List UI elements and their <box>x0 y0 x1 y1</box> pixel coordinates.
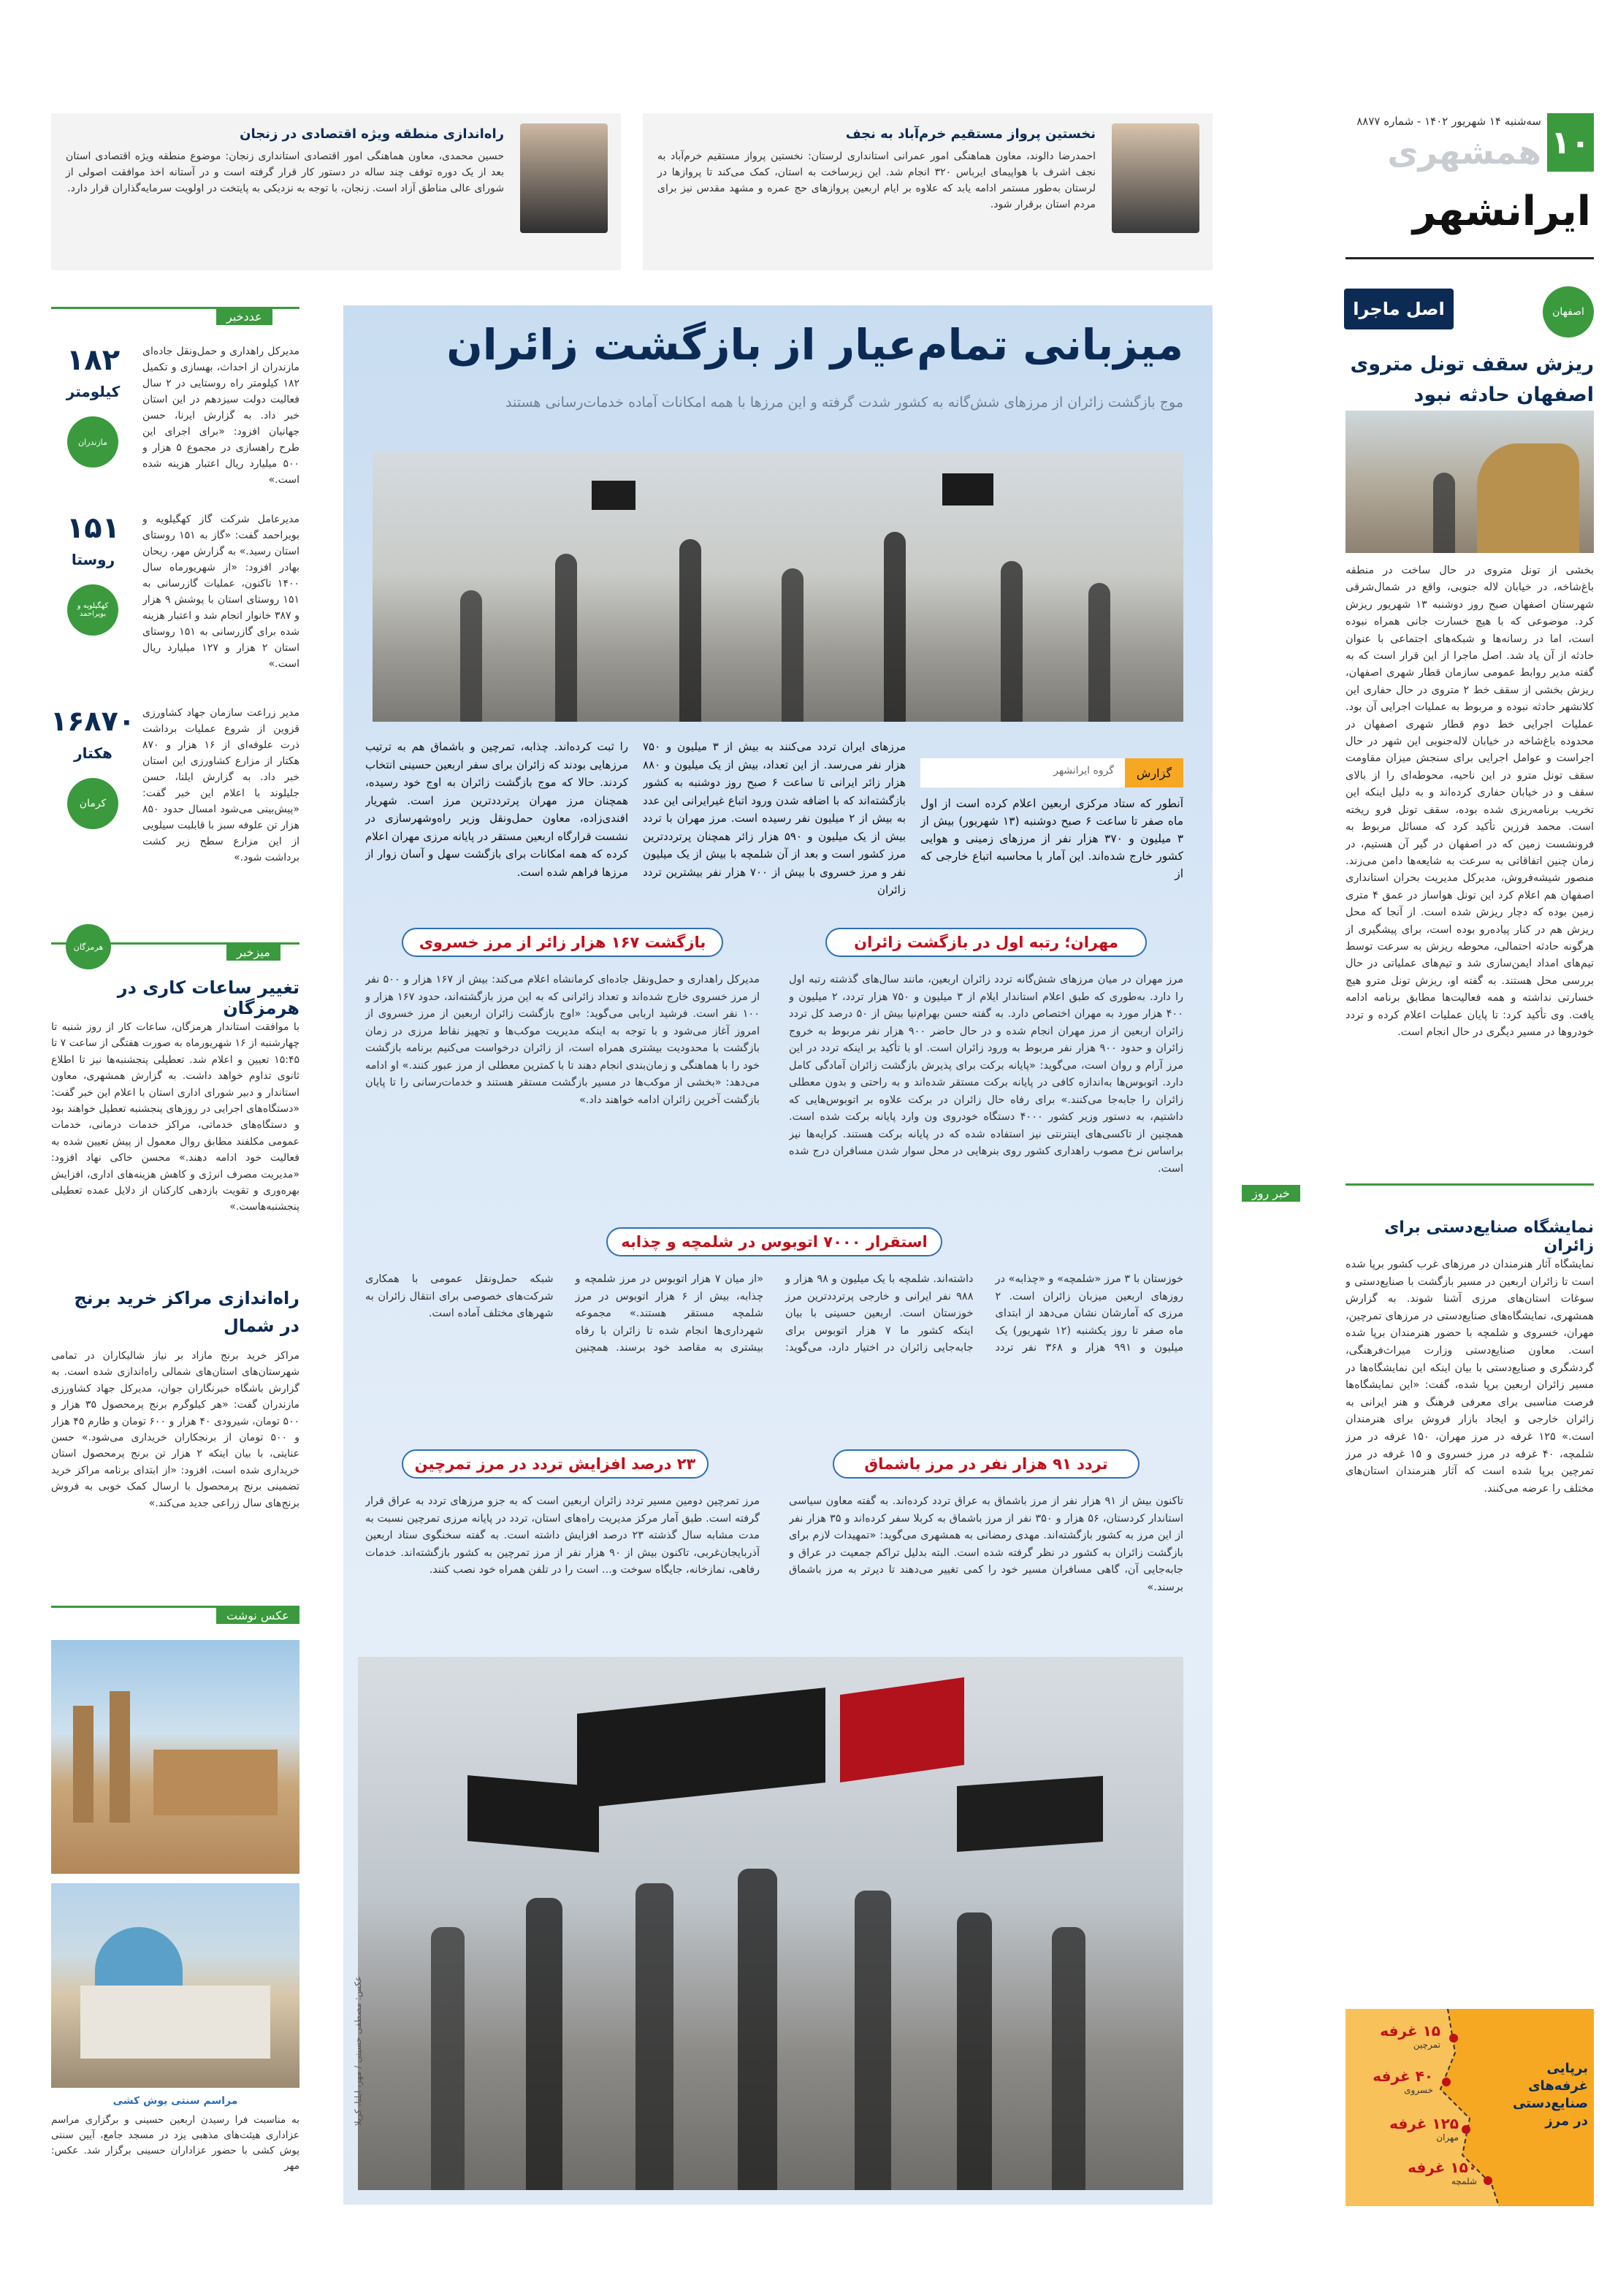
map-place: مهران <box>1436 2132 1459 2143</box>
map-label-1 <box>1353 2067 1433 2095</box>
number-item <box>51 343 299 497</box>
province-badge: مازندران <box>67 416 118 468</box>
map-point-khosravi <box>1442 2078 1451 2086</box>
avatar <box>520 123 608 233</box>
map-label-2 <box>1371 2115 1459 2143</box>
lead-col-3: را ثبت کرده‌اند. چذابه، تمرچین و باشماق هم به ترتیب مرزهایی بودند که زائران برای سفر اربعین حسینی انتخاب کردند. حالا که موج بازگشت زائران به اوج خود رسیده، همچنان مرز مهران پرترددترین مرز است. شهریار افندی‌زاده، معاون حمل‌ونقل وزیر راه‌وشهرسازی در نشست قرارگاه اربعین مستقر در پایانه مرزی مهران اعلام کرده که همه امکانات برای بازگشت سهل و آسان زوار از مرزها فراهم شده است. <box>365 740 628 879</box>
map-value: ۱۵۰ غرفه <box>1408 2159 1477 2176</box>
crafts-title: نمایشگاه صنایع‌دستی برای زائران <box>1384 1218 1594 1255</box>
crafts-tag: خبر روز <box>1242 1185 1300 1202</box>
map-point-mehran <box>1462 2125 1470 2134</box>
incident-photo <box>1345 411 1594 553</box>
date-line: سه‌شنبه ۱۴ شهریور ۱۴۰۲ - شماره ۸۸۷۷ <box>1356 115 1541 128</box>
map-title: برپایی غرفه‌های صنایع‌دستی در مرز <box>1512 2061 1588 2129</box>
hormozgan-tag: میزخبر <box>226 944 280 961</box>
incident-title: ریزش سقف تونل متروی اصفهان حادثه نبود <box>1350 353 1594 406</box>
quote-box-lorestan <box>643 113 1213 270</box>
number-unit: روستا <box>71 551 115 568</box>
numbers-tag: عددخبر <box>216 308 272 325</box>
map-value: ۱۲۵ غرفه <box>1389 2115 1459 2132</box>
main-subheadline: موج بازگشت زائران از مرزهای شش‌گانه به کشور شدت گرفته و این مرزها با همه امکانات آماده خدمات‌رسانی هستند <box>505 394 1183 411</box>
avatar <box>1112 123 1199 233</box>
main-headline: میزبانی تمام‌عیار از بازگشت زائران <box>446 320 1183 370</box>
number-text: مدیرعامل شرکت گاز کهگیلویه و بویراحمد گفت: «گاز به ۱۵۱ روستای استان رسید.» به گزارش مهر، ریحان بهادر افزود: «از شهریورماه سال ۱۴۰۰ تاکنون، عملیات گازرسانی به ۱۵۱ روستای استان با پوشش ۹ هزار و ۳۸۷ خانوار انجام شد و اعتبار هزینه شده برای گازرسانی به ۱۵۱ روستای استان ۲ هزار و ۱۲۷ میلیارد ریال است.» <box>142 514 299 670</box>
quote-title: راه‌اندازی منطقه ویژه اقتصادی در زنجان <box>240 126 504 142</box>
crafts-body: نمایشگاه آثار هنرمندان در مرزهای غرب کشور برپا شده است تا زائران اربعین در مسیر بازگشت با صنایع‌دستی و سوغات استان‌های مرزی آشنا شوند. به گزارش همشهری، نمایشگاه‌های صنایع‌دستی در مرزهای تمرچین، مهران، خسروی و شلمچه با حضور هنرمندان برپا شده است. معاون صنایع‌دستی وزارت میراث‌فرهنگی، گردشگری و صنایع‌دستی با بیان اینکه این نمایشگاه‌ها در مسیر زائران اربعین برپا شده، گفت: «این نمایشگاه‌ها فرصت مناسبی برای معرفی فرهنگ و هنر ایرانی به زائران خارجی و ایجاد بازار فروش برای هنرمندان است.» ۱۲۵ غرفه در مرز مهران، ۱۵۰ غرفه در مرز شلمچه، ۴۰ غرفه در مرز خسروی و ۱۵ غرفه در مرز تمرچین برپا شده است که آثار هنرمندان استان‌های مختلف را عرضه می‌کنند. <box>1345 1259 1594 1495</box>
crafts-divider <box>1345 1183 1594 1186</box>
subhead-bashmaq: تردد ۹۱ هزار نفر در مرز باشماق <box>833 1449 1140 1479</box>
number-text: مدیر زراعت سازمان جهاد کشاورزی قزوین از شروع عملیات برداشت ذرت علوفه‌ای از ۱۶ هزار و ۸۷۰ هکتار از مزارع کشاورزی این استان خبر داد. به گزارش ایلنا، حسن جلیلوند با اعلام این خبر گفت: «پیش‌بینی می‌شود امسال حدود ۸۵۰ هزار تن علوفه سبز با قابلیت سیلویی از این مزارع سطح زیر کشت برداشت شود.» <box>142 707 299 863</box>
sub4-text: تاکنون بیش از ۹۱ هزار نفر از مرز باشماق به عراق تردد کرده‌اند. به گفته معاون سیاسی استاندار کردستان، ۵۶ هزار و ۳۵۰ نفر از مرز باشماق به کربلا سفر کرده‌اند و ۳۵ هزار نفر از این مرز به کشور بازگشته‌اند. مهدی رمضانی به همشهری می‌گوید: «تمهیدات لازم برای بازگشت زائران به کشور در نظر گرفته شده است. البته بدلیل تراکم جمعیت در عراق و جابه‌جایی آن، گاهی مسافران مسیر خود را کمی تغییر می‌دهند تا دیرتر به مرز باشماق برسند.» <box>789 1495 1183 1593</box>
masthead-divider <box>1345 257 1594 259</box>
province-badge: کرمان <box>67 778 118 829</box>
number-unit: هکتار <box>74 744 112 762</box>
main-photo-march <box>358 1657 1183 2190</box>
map-label-3 <box>1389 2159 1477 2186</box>
subhead-shalamcheh: استقرار ۷۰۰۰ اتوبوس در شلمچه و چذابه <box>606 1227 942 1256</box>
paper-logo: همشهری <box>1387 132 1541 172</box>
number-value: ۱۵۱ <box>66 511 121 545</box>
map-place: تمرچین <box>1413 2040 1440 2050</box>
main-story <box>343 305 1213 2205</box>
number-item <box>51 705 299 873</box>
subhead-khosravi: بازگشت ۱۶۷ هزار زائر از مرز خسروی <box>402 928 723 957</box>
crafts-map <box>1345 2009 1594 2206</box>
masthead <box>1345 113 1594 252</box>
map-label-0 <box>1360 2022 1440 2050</box>
rice-body: مراکز خرید برنج مازاد بر نیاز شالیکاران در تمامی شهرستان‌های استان‌های شمالی راه‌اندازی شده است. به گزارش باشگاه خبرنگاران جوان، مدیرکل جهاد کشاورزی مازندران گفت: «هر کیلوگرم برنج پرمحصول ۳۵ هزار و ۵۰۰ تومان، شیرودی ۴۰ هزار و ۶۰۰ تومان و طارم ۴۵ هزار و ۵۰۰ تومان از برنجکاران خریداری می‌شود.» حسن عنایتی، با بیان اینکه ۲ هزار تن برنج پرمحصول استان خریداری شده است، افزود: «از ابتدای برنامه مراکز خرید تضمینی برنج پرمحصول با ارسال کمک خوبی به فروش برنج‌های سال زراعی جدید می‌کند.» <box>51 1350 299 1509</box>
hormozgan-body: با موافقت استاندار هرمزگان، ساعات کار از روز شنبه تا چهارشنبه از ۱۶ شهریورماه به صورت هفتگی از ساعت ۷ تا ۱۵:۴۵ تعیین و اعلام شد. تعطیلی پنجشنبه‌ها نیز تا اطلاع ثانوی تداوم خواهد داشت. به گزارش همشهری، معاون استاندار و دبیر شورای اداری استان با اعلام این خبر گفت: «دستگاه‌های اجرایی در روزهای پنجشنبه تعطیل خواهند بود و دستگاه‌های خدماتی، مراکز خدمات درمانی، خدمات عمومی مکلفند مطابق روال معمول از پیش تعیین شده به فعالیت خود ادامه دهند.» محسن خاکی نهاد افزود: «مدیریت مصرف انرژی و کاهش هزینه‌های اداری، افزایش بهره‌وری و تقویت بازدهی کارکنان از دلایل عمده تعطیلی پنجشنبه‌هاست.» <box>51 1021 299 1213</box>
number-text: مدیرکل راهداری و حمل‌ونقل جاده‌ای مازندران از احداث، بهسازی و تکمیل ۱۸۲ کیلومتر راه روستایی در ۲ سال فعالیت دولت سیزدهم در این استان خبر داد. به گزارش ایرنا، حسن جهانیان افزود: «برای اجرای این طرح راهسازی در مجموع ۵ هزار و ۵۰۰ میلیارد ریال اعتبار هزینه شده است.» <box>142 346 299 486</box>
incident-logo: اصل ماجرا <box>1344 289 1454 329</box>
report-label-box <box>920 758 1183 787</box>
main-photo-pilgrims <box>373 451 1183 722</box>
incident-badge: اصفهان <box>1543 286 1594 337</box>
map-place: خسروی <box>1404 2085 1433 2095</box>
lead-col-1: آنطور که ستاد مرکزی اربعین اعلام کرده است از اول ماه صفر تا ساعت ۶ صبح دوشنبه (۱۳ شهریور) بیش از ۳ میلیون و ۳۷۰ هزار نفر از مرزهای زمینی و هوایی کشور خارج شده‌اند. این آمار با محاسبه اتباع خارجی که از <box>920 797 1183 880</box>
sub5-text: مرز تمرچین دومین مسیر تردد زائران اربعین است که به جزو مرزهای تردد به عراق قرار گرفته است. طبق آمار مرکز مدیریت راه‌های استان، تردد در پایانه مرزی تمرچین نسبت به مدت مشابه سال گذشته ۲۳ درصد افزایش داشته است. به گفته سخنگوی ستاد اربعین آذربایجان‌غربی، تاکنون بیش از ۹۰ هزار نفر از مرز تمرچین به کشور بازگشته‌اند. خدمات رفاهی، نمازخانه، جایگاه سوخت و... است را در تلفن همراه خود نصب کنند. <box>365 1495 760 1576</box>
photo-yazd-1 <box>51 1640 299 1874</box>
report-author: گروه ایرانشهر <box>1053 765 1114 777</box>
quote-title: نخستین پرواز مستقیم خرم‌آباد به نجف <box>845 126 1096 142</box>
subhead-tamarchin: ۲۳ درصد افزایش تردد در مرز تمرچین <box>402 1449 709 1479</box>
quote-box-zanjan <box>51 113 621 270</box>
page-number: ۱۰ <box>1547 113 1594 172</box>
hormozgan-title: تغییر ساعات کاری در هرمزگان <box>117 977 299 1018</box>
number-item <box>51 511 299 694</box>
number-value: ۱۸۲ <box>66 343 121 377</box>
number-unit: کیلومتر <box>66 383 121 400</box>
photo-credit: عکس: مصطفی حسینی / مهر، ایلنا، کربلا <box>353 1976 363 2127</box>
number-value: ۱۶۸۷۰ <box>50 705 135 737</box>
photo-tag: عکس نوشت <box>216 1607 299 1624</box>
hormozgan-badge: هرمزگان <box>66 924 111 969</box>
quote-text: احمدرضا دالوند، معاون هماهنگی امور عمرانی استانداری لرستان: نخستین پرواز مستقیم خرم‌آباد به نجف اشرف با هواپیمای ایرباس ۳۲۰ انجام شد. این زیرساخت به استان، کمک می‌کند تا پروازها در لرستان به‌طور مستمر ادامه یابد که علاوه بر ایام اربعین پروازهای حج عمره و مشهد مقدس نیز برای مردم استان برقرار شود. <box>657 150 1096 210</box>
report-label: گزارش <box>1125 758 1183 787</box>
province-badge: کهگیلویه و بویراحمد <box>67 584 118 636</box>
sub2-text: مدیرکل راهداری و حمل‌ونقل جاده‌ای کرمانشاه اعلام می‌کند: بیش از ۱۶۷ هزار و ۵۰۰ نفر از مرز خسروی خارج شده‌اند و تعداد زائرانی که به این مرز بازگشته‌اند، حدود ۱۶۷ هزار و ۱۰۰ نفر است. فرشید اربابی می‌گوید: «اوج بازگشت زائران اربعین از مرز خسروی از امروز آغاز می‌شود و با توجه به اینکه مدیریت موکب‌ها و تجهیز نقاط مرزی در زمان بازگشت با محدودیت بیشتری همراه است، از زائران درخواست می‌کنیم برنامه بازگشت خود را با هماهنگی و زمان‌بندی انجام دهند تا با کمترین معطلی از مرز عبور کنند.» او ادامه می‌دهد: «بخشی از موکب‌ها در مسیر بازگشت مستقر هستند و خدمات‌رسانی را تا پایان بازگشت آخرین زائران ادامه خواهند داد.» <box>365 974 760 1106</box>
map-value: ۴۰ غرفه <box>1373 2067 1433 2085</box>
map-point-tamarchin <box>1449 2034 1458 2043</box>
incident-body: بخشی از تونل متروی در حال ساخت در منطقه باغ‌شاخه، در خیابان لاله جنوبی، واقع در شمال‌شرقی شهرستان اصفهان صبح روز دوشنبه ۱۳ شهریور ریزش کرد. موضوعی که با هیچ خسارت جانی همراه نبوده است، اما در رسانه‌ها و شبکه‌های اجتماعی با عنوان حادثه از آن یاد شد. اصل ماجرا از این قرار است که به گفته مدیر روابط عمومی سازمان قطار شهری اصفهان، ریزش بخشی از سقف خط ۲ متروی در حال حفاری این کلانشهر حادثه نبوده و مربوط به عملیات اجرایی آن بود. عملیات اجرایی خط دوم قطار شهری اصفهان در محدوده باغ‌شاخه در خیابان لاله‌جنوبی این شهر در حال اجراست و عوامل اجرایی برای سنجش میزان مقاومت سقف تونل مترو در این ناحیه، محوطه‌ای را از بالای سقف و در خیابان حفاری کرده‌اند و به دلیل اینکه این تخریب برنامه‌ریزی شده بوده، سقف تونل فرو ریخته است. محمد فرزین تأکید کرد که مسائل مربوط به فرونشست زمین که در اصفهان در گیر آن هستیم، در زمان چنین اتفاقاتی به سرعت به شایعه‌ها دامن می‌زند. منصور شیشه‌فروش، مدیرکل مدیریت بحران استانداری اصفهان هم اعلام کرد این تونل هواساز در عمق ۴ متری زمین بوده که دچار ریزش شده است. از آنجا که محل ریزش هم در کنار پیاده‌رو بوده است، برای پیشگیری از هرگونه حادثه احتمالی، محوطه ریزش به سرعت توسط تیم‌های امداد ایمن‌سازی شد و تیم‌های عملیاتی در حال بررسی محل هستند. به گفته او، ریزش تونل مترو هیچ خسارتی نداشته و همه فعالیت‌ها مطابق برنامه ادامه یافت. وی تأکید کرد: تا پایان عملیات اعلام کرده و تردد خودروها در مسیر دیگری در حال انجام است. <box>1345 565 1594 1038</box>
sub3-text: خوزستان با ۳ مرز «شلمچه» و «چذابه» در روزهای اربعین میزبان زائران است. ۲ مرزی که آمارشان نشان می‌دهد از ابتدای ماه صفر تا روز یکشنبه (۱۲ شهریور) یک میلیون و ۹۹۱ هزار و ۳۶۸ نفر تردد داشته‌اند. شلمچه با یک میلیون و ۹۸ هزار و ۹۸۸ نفر ایرانی و خارجی پرترددترین مرز خوزستان است. اربعین حسینی با بیان اینکه کشور ما ۷ هزار اتوبوس برای جابه‌جایی زائران در اختیار دارد، می‌گوید: «از میان ۷ هزار اتوبوس در مرز شلمچه و چذابه، بیش از ۶ هزار اتوبوس در مرز شلمچه مستقر هستند.» مجموعه شهرداری‌ها انجام شده تا زائران با رفاه بیشتری به مقاصد خود برسند. همچنین شبکه حمل‌ونقل عمومی با همکاری شرکت‌های خصوصی برای انتقال زائران به شهرهای مختلف آماده است. <box>365 1273 1183 1354</box>
rice-title: راه‌اندازی مراکز خرید برنج در شمال <box>74 1288 299 1336</box>
subhead-mehran: مهران؛ رتبه اول در بازگشت زائران <box>825 928 1147 957</box>
map-place: شلمچه <box>1451 2176 1477 2186</box>
section-logo: ایرانشهر <box>1412 188 1591 235</box>
map-point-shalamcheh <box>1484 2176 1492 2185</box>
lead-col-2: مرزهای ایران تردد می‌کنند به بیش از ۳ میلیون و ۷۵۰ هزار نفر می‌رسد. از این تعداد، بیش از یک میلیون و ۸۸۰ هزار زائر ایرانی تا ساعت ۶ صبح روز دوشنبه به کشور بازگشته‌اند که با اضافه شدن ورود اتباع غیرایرانی این عدد به بیش از ۲ میلیون نفر رسیده است. مرز مهران با تردد بیش از یک میلیون و ۵۹۰ هزار زائر همچنان پرترددترین مرز کشور است و بعد از آن شلمچه با بیش از یک میلیون نفر و مرز خسروی با بیش از ۷۰۰ هزار نفر بیشترین تردد زائران <box>643 740 906 896</box>
map-value: ۱۵ غرفه <box>1380 2022 1440 2040</box>
photo-caption-title: مراسم سنتی پوش کشی <box>112 2095 238 2107</box>
quote-text: حسین محمدی، معاون هماهنگی امور اقتصادی استانداری زنجان: موضوع منطقه ویژه اقتصادی استان بعد از یک دوره توقف چند ساله در دستور کار قرار گرفته است و در آستانه اخذ موافقت اصولی از شورای عالی مناطق آزاد است. زنجان، با توجه به نزدیکی به پایتخت در اولویت سرمایه‌گذاران قرار دارد. <box>66 150 504 194</box>
photo-yazd-2 <box>51 1883 299 2088</box>
sub1-text: مرز مهران در میان مرزهای شش‌گانه تردد زائران اربعین، مانند سال‌های گذشته رتبه اول را دارد. به‌طوری که طبق اعلام استاندار ایلام از ۳ میلیون و ۷۵۰ هزار تردد، ۲ میلیون و ۴۰۰ هزار مورد به مهران اختصاص دارد. به گفته حسن بهرام‌نیا بیش از ۵۰ درصد کل تردد زائران اربعین از مرز مهران انجام شده و در حال حاضر ۹۰۰ هزار نفر مربوط به خروج زائران و حدود ۹۰۰ هزار نفر مربوط به ورود زائران است. او با تأکید بر اینکه تردد در این مرز آرام و روان است، می‌گوید: «پایانه برکت برای پذیرش بازگشت زائران آمادگی کامل دارد. اتوبوس‌ها به‌اندازه کافی در پایانه برکت مستقر شده‌اند و به راحتی و بدون معطلی زائران را جابه‌جا می‌کنند.» برای رفاه حال زائران در برکت علاوه بر اتوبوس‌هایی که داشتیم، به دستور وزیر کشور ۴۰۰۰ دستگاه خودروی ون وارد پایانه برکت شده است. همچنین از تاکسی‌های اینترنتی نیز استفاده شده که در پایانه برکت هستند. کرایه‌ها نیز براساس نرخ مصوب راهداری کشور روی بنرهایی در محل سوار شدن مسافران درج شده است. <box>789 974 1183 1175</box>
photo-caption: به مناسبت فرا رسیدن اربعین حسینی و برگزاری مراسم عزاداری هیئت‌های مذهبی یزد در مسجد جامع، آیین سنتی پوش کشی با حضور عزاداران حسینی برگزار شد. عکس: مهر <box>51 2114 299 2172</box>
